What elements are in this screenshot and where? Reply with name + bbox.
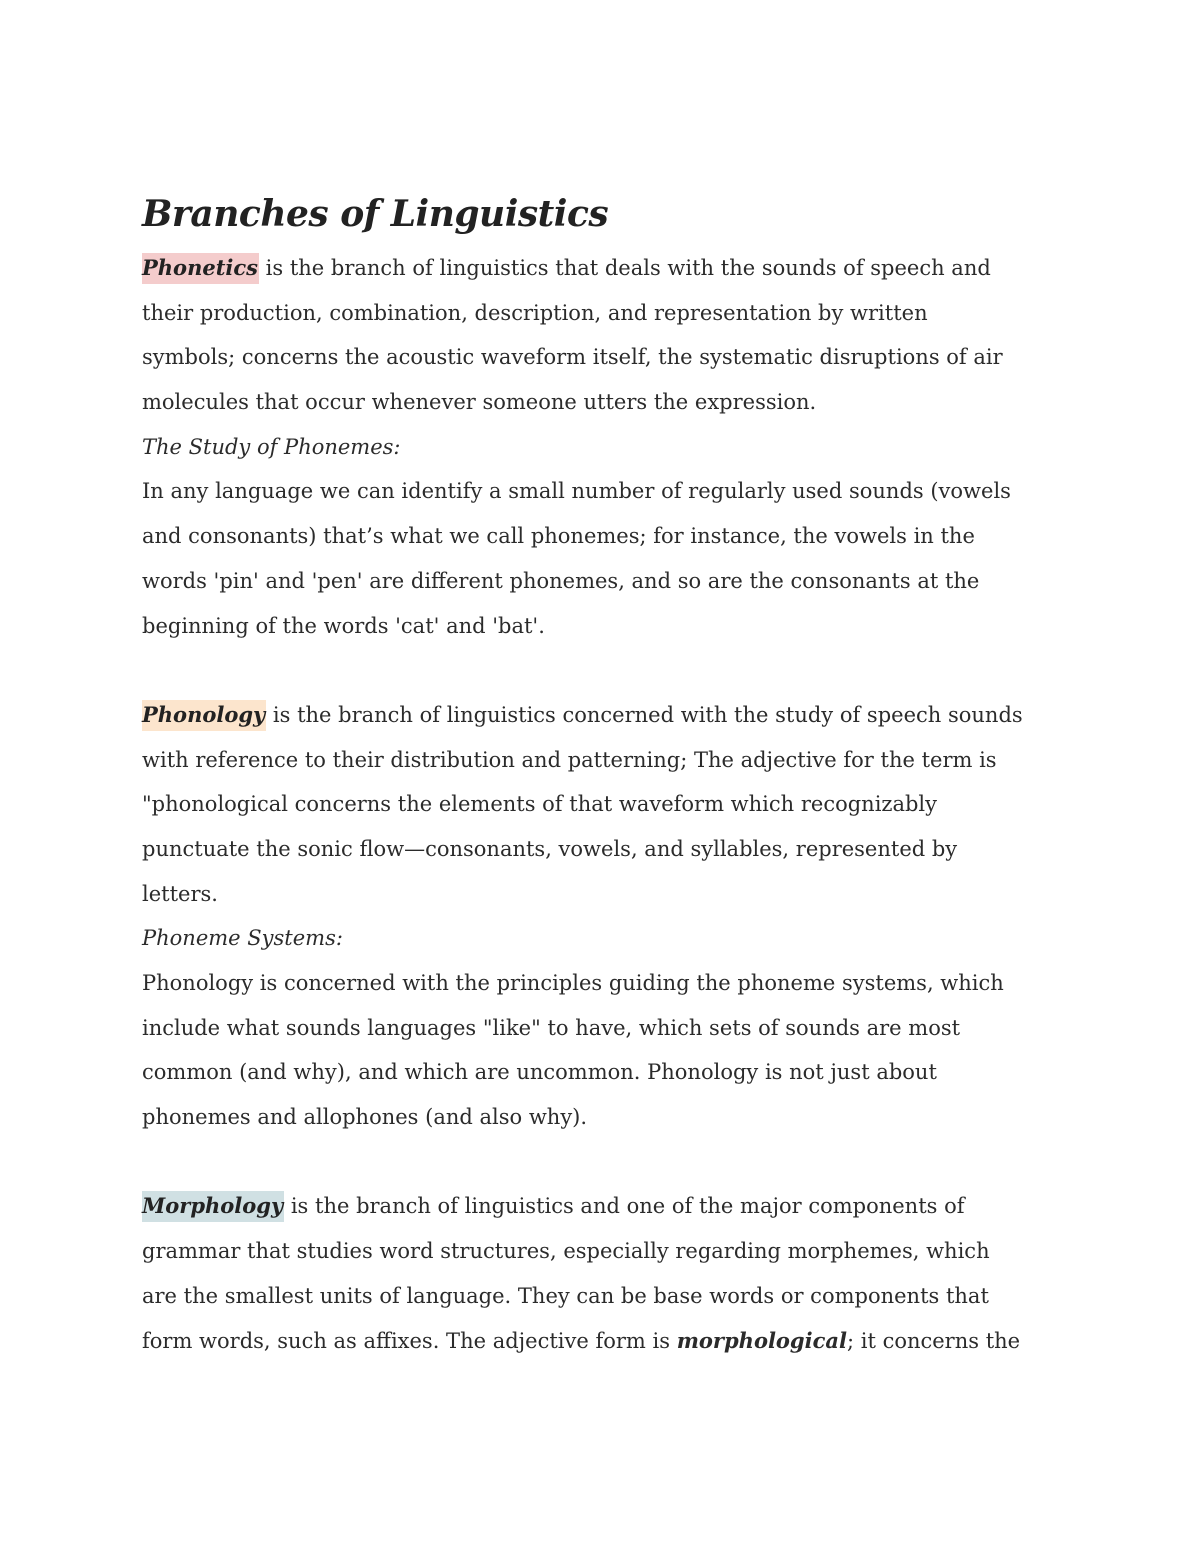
phonology-section (142, 693, 1062, 1140)
phoneme-systems-para-line-1: Phonology is concerned with the principles guiding the phoneme systems, which (142, 971, 1004, 995)
morphology-line-4-end: ; it concerns the (846, 1328, 1021, 1353)
morphology-line-4 (142, 1319, 1062, 1364)
phoneme-systems-para-line-2: include what sounds languages "like" to have, which sets of sounds are most (142, 1015, 961, 1040)
paragraph-spacer (142, 648, 1062, 693)
phonemes-para-line-1: In any language we can identify a small number of regularly used sounds (vowels (142, 479, 1011, 504)
phoneme-systems-para-line-3: common (and why), and which are uncommon. Phonology is not just about (142, 1060, 937, 1085)
phonology-line-1 (142, 693, 1062, 738)
phoneme-systems-para-line-4: phonemes and allophones (and also why). (142, 1105, 588, 1130)
phonemes-para-line-2: and consonants) that’s what we call phonemes; for instance, the vowels in the (142, 524, 975, 549)
phonology-term: Phonology (142, 700, 266, 731)
paragraph-spacer (142, 1140, 1062, 1185)
phonology-line-3: "phonological concerns the elements of that waveform which recognizably (142, 792, 938, 817)
phonology-line-4: punctuate the sonic flow—consonants, vowels, and syllables, represented by (142, 836, 958, 861)
morphology-line-2: grammar that studies word structures, especially regarding morphemes, which (142, 1239, 990, 1264)
phonemes-subheading: The Study of Phonemes: (142, 434, 401, 459)
phonetics-line-2: their production, combination, description, and representation by written (142, 300, 928, 325)
phonemes-para-line-3: words 'pin' and 'pen' are different phonemes, and so are the consonants at the (142, 568, 980, 593)
phonetics-line-1 (142, 246, 1062, 291)
morphology-line-4-start: form words, such as affixes. The adjective form is (142, 1328, 677, 1353)
phonemes-para-line-4: beginning of the words 'cat' and 'bat'. (142, 613, 545, 638)
morphological-term: morphological (676, 1327, 847, 1353)
morphology-term: Morphology (142, 1191, 284, 1222)
phonology-line-5: letters. (142, 881, 218, 906)
morphology-line-3: are the smallest units of language. They can be base words or components that (142, 1283, 989, 1308)
phonetics-line-1-text: is the branch of linguistics that deals with the sounds of speech and (258, 256, 991, 280)
document-page (142, 190, 1062, 1363)
phonology-line-1-text: is the branch of linguistics concerned with the study of speech sounds (266, 702, 1023, 727)
phoneme-systems-subheading: Phoneme Systems: (142, 926, 343, 951)
phonetics-line-4: molecules that occur whenever someone utters the expression. (142, 390, 817, 415)
morphology-line-1-text: is the branch of linguistics and one of the major components of (284, 1194, 965, 1219)
phonology-line-2: with reference to their distribution and patterning; The adjective for the term is (142, 747, 997, 772)
phonetics-line-3: symbols; concerns the acoustic waveform itself, the systematic disruptions of air (142, 345, 1003, 370)
phonetics-term: Phonetics (142, 253, 259, 284)
document-title: Branches of Linguistics (142, 193, 609, 235)
phonetics-section (142, 246, 1062, 648)
morphology-section (142, 1184, 1062, 1363)
morphology-line-1 (142, 1184, 1062, 1229)
